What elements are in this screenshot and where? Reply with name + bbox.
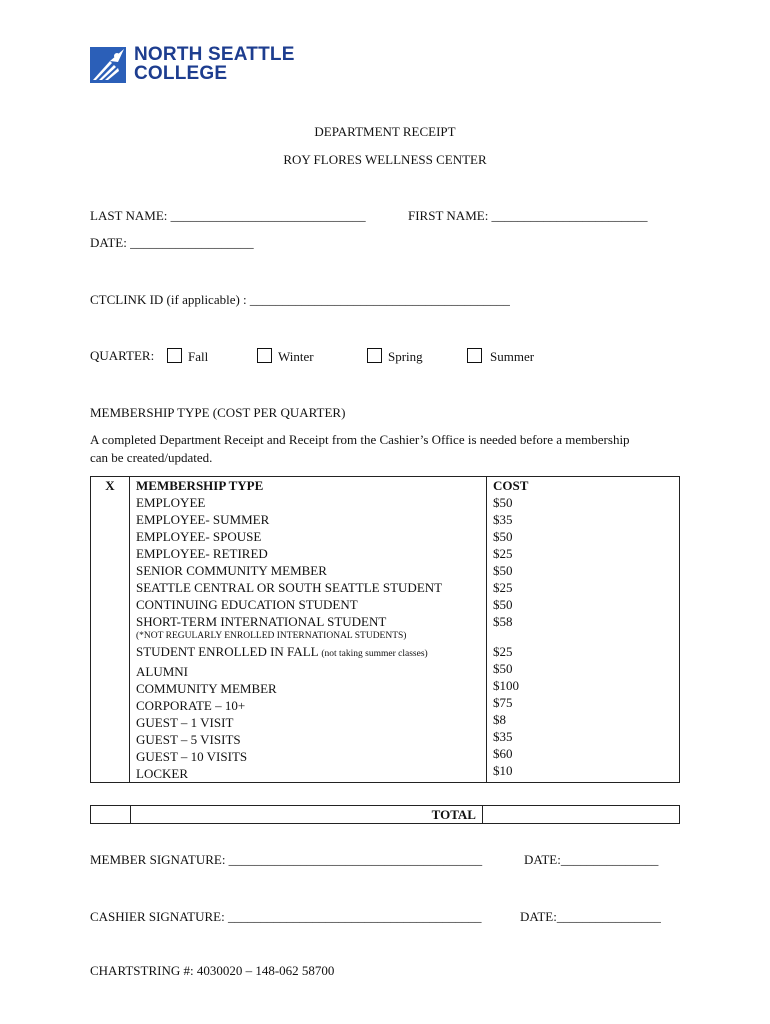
membership-type-row	[136, 494, 480, 511]
membership-type-label: GUEST – 5 VISITS	[136, 732, 241, 747]
quarter-option-summer[interactable]	[467, 348, 534, 365]
membership-note-line2: can be created/updated.	[90, 450, 213, 465]
membership-type-row	[136, 528, 480, 545]
membership-note-line1: A completed Department Receipt and Receipt from the Cashier’s Office is needed before a membership	[90, 432, 630, 447]
total-table	[90, 805, 680, 824]
membership-type-label: EMPLOYEE- SUMMER	[136, 512, 270, 527]
membership-type-row	[136, 697, 480, 714]
document-subtitle: ROY FLORES WELLNESS CENTER	[283, 152, 487, 167]
first-name-field[interactable]: FIRST NAME: ________________________	[408, 208, 648, 223]
membership-cost: $50	[493, 495, 513, 510]
fall-checkbox[interactable]	[167, 348, 182, 363]
membership-type-label: COMMUNITY MEMBER	[136, 681, 277, 696]
membership-cost: $60	[493, 746, 513, 761]
membership-type-row	[136, 680, 480, 697]
summer-checkbox[interactable]	[467, 348, 482, 363]
membership-cost: $50	[493, 563, 513, 578]
membership-type-row	[136, 579, 480, 596]
membership-type-note: (not taking summer classes)	[321, 649, 428, 659]
membership-cost: $75	[493, 695, 513, 710]
membership-type-label: GUEST – 10 VISITS	[136, 749, 248, 764]
spring-label: Spring	[388, 349, 423, 364]
membership-type-row	[136, 613, 480, 643]
membership-type-label: EMPLOYEE- RETIRED	[136, 546, 268, 561]
last-name-field[interactable]: LAST NAME: ______________________________	[90, 208, 366, 223]
membership-heading: MEMBERSHIP TYPE (COST PER QUARTER)	[90, 405, 346, 420]
chartstring: CHARTSTRING #: 4030020 – 148-062 58700	[90, 963, 335, 978]
membership-cost: $25	[493, 546, 513, 561]
date-field[interactable]: DATE: ___________________	[90, 235, 254, 250]
member-date-field[interactable]: DATE:_______________	[524, 852, 659, 867]
membership-cost: $50	[493, 661, 513, 676]
membership-type-label: LOCKER	[136, 766, 188, 781]
ctclink-id-field[interactable]: CTCLINK ID (if applicable) : ________________________________________	[90, 292, 510, 307]
membership-type-label: CONTINUING EDUCATION STUDENT	[136, 597, 358, 612]
membership-type-label: STUDENT ENROLLED IN FALL	[136, 644, 322, 659]
membership-type-label: SENIOR COMMUNITY MEMBER	[136, 563, 327, 578]
membership-type-row	[136, 748, 480, 765]
membership-type-cell	[130, 477, 487, 783]
membership-type-label: EMPLOYEE	[136, 495, 206, 510]
membership-cost: $50	[493, 597, 513, 612]
membership-type-row	[136, 511, 480, 528]
cashier-signature-field[interactable]: CASHIER SIGNATURE: _______________________________________	[90, 909, 482, 924]
membership-type-label: ALUMNI	[136, 664, 188, 679]
college-name	[134, 45, 295, 83]
membership-type-row	[136, 765, 480, 782]
membership-type-row	[136, 663, 480, 680]
membership-cost: $58	[493, 614, 513, 629]
cost-cell	[487, 477, 680, 783]
total-blank-cell	[91, 806, 131, 824]
membership-cost: $25	[493, 580, 513, 595]
membership-type-label: GUEST – 1 VISIT	[136, 715, 234, 730]
membership-cost: $35	[493, 729, 513, 744]
membership-type-label: EMPLOYEE- SPOUSE	[136, 529, 262, 544]
total-value-field[interactable]	[482, 806, 679, 824]
membership-type-row	[136, 545, 480, 562]
college-logo-icon	[90, 47, 126, 83]
membership-type-row	[136, 596, 480, 613]
membership-table-header	[91, 477, 680, 783]
quarter-label: QUARTER:	[90, 348, 155, 363]
fall-label: Fall	[188, 349, 209, 364]
membership-type-label: SEATTLE CENTRAL OR SOUTH SEATTLE STUDENT	[136, 580, 443, 595]
cashier-date-field[interactable]: DATE:________________	[520, 909, 661, 924]
spring-checkbox[interactable]	[367, 348, 382, 363]
membership-cost: $35	[493, 512, 513, 527]
quarter-option-winter[interactable]	[257, 348, 314, 365]
membership-type-row	[136, 731, 480, 748]
college-name-line2: COLLEGE	[134, 63, 228, 84]
membership-cost: $25	[493, 644, 513, 659]
membership-table	[90, 476, 680, 783]
membership-type-label: SHORT-TERM INTERNATIONAL STUDENT	[136, 614, 387, 629]
membership-type-note: (*NOT REGULARLY ENROLLED INTERNATIONAL STUDENTS)	[136, 631, 407, 641]
winter-label: Winter	[278, 349, 314, 364]
membership-cost: $8	[493, 712, 506, 727]
summer-label: Summer	[490, 349, 535, 364]
membership-cost: $10	[493, 763, 513, 778]
column-header-x: X	[105, 478, 115, 493]
membership-type-row	[136, 562, 480, 579]
membership-cost: $50	[493, 529, 513, 544]
membership-type-label: CORPORATE – 10+	[136, 698, 246, 713]
winter-checkbox[interactable]	[257, 348, 272, 363]
member-signature-field[interactable]: MEMBER SIGNATURE: _______________________________________	[90, 852, 483, 867]
selection-column[interactable]	[91, 477, 130, 783]
column-header-cost: COST	[493, 478, 529, 493]
quarter-option-fall[interactable]	[167, 348, 208, 365]
quarter-option-spring[interactable]	[367, 348, 423, 365]
column-header-membership-type: MEMBERSHIP TYPE	[136, 478, 264, 493]
document-title: DEPARTMENT RECEIPT	[314, 124, 456, 139]
total-label: TOTAL	[130, 806, 482, 824]
membership-type-row	[136, 714, 480, 731]
membership-type-row	[136, 643, 480, 663]
college-name-line1: NORTH SEATTLE	[134, 44, 295, 65]
membership-cost: $100	[493, 678, 519, 693]
